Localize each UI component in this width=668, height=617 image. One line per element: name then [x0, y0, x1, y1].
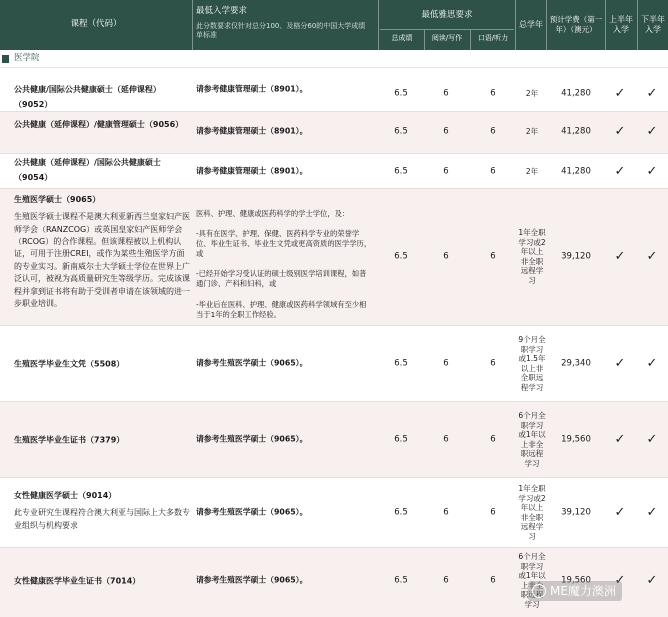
ielts-overall: 6.5	[394, 575, 408, 586]
ielts-overall: 6.5	[394, 166, 408, 177]
course-name: 女性健康医学硕士（9014）	[14, 491, 117, 500]
duration: 9个月全职学习或1.5年以上非全职远程学习	[518, 335, 546, 393]
table-row	[0, 402, 668, 478]
intake2-check-icon: ✓	[646, 124, 658, 140]
ielts-reading-writing: 6	[443, 507, 449, 518]
intake1-check-icon: ✓	[614, 124, 626, 140]
duration: 6个月全职学习或1年以上非全职远程学习	[518, 411, 546, 469]
watermark-text: ME魔力澳洲	[550, 584, 616, 598]
header-ielts-title: 最低雅思要求	[421, 10, 473, 20]
ielts-reading-writing: 6	[443, 166, 449, 177]
ielts-speaking-listening: 6	[490, 166, 496, 177]
header-course: 课程（代码）	[70, 19, 122, 30]
intake1-check-icon: ✓	[614, 505, 626, 521]
entry-requirement: 请参考健康管理硕士（8901）。	[196, 126, 308, 136]
tuition-fee: 39,120	[561, 507, 591, 518]
section-marker	[2, 55, 9, 63]
tuition-fee: 39,120	[561, 251, 591, 262]
ielts-overall: 6.5	[394, 251, 408, 262]
header-ielts-rw: 阅读/写作	[431, 34, 463, 42]
table-row	[0, 69, 668, 112]
ielts-speaking-listening: 6	[490, 126, 496, 137]
table-row	[0, 154, 668, 189]
table-row	[0, 326, 668, 402]
entry-requirement: 请参考健康管理硕士（8901）。	[196, 166, 308, 176]
ielts-speaking-listening: 6	[490, 251, 496, 262]
header-duration: 总学年	[519, 19, 543, 29]
ielts-speaking-listening: 6	[490, 575, 496, 586]
ielts-overall: 6.5	[394, 126, 408, 137]
header-intake2: 下半年入学	[641, 14, 665, 34]
ielts-reading-writing: 6	[443, 126, 449, 137]
ielts-speaking-listening: 6	[490, 507, 496, 518]
course-name: 生殖医学毕业生证书（7379）	[14, 435, 125, 445]
course-name: 生殖医学毕业生文凭（5508）	[14, 359, 125, 369]
table-row	[0, 112, 668, 154]
ielts-reading-writing: 6	[443, 251, 449, 262]
intake2-check-icon: ✓	[646, 164, 658, 180]
course-description: 此专业研究生课程符合澳大利亚与国际上大多数专业组织与机构要求	[14, 508, 190, 530]
duration: 6个月全职学习或1年以上非全职远程学习	[518, 552, 546, 610]
duration: 2年	[525, 89, 539, 99]
course-cell	[14, 488, 190, 532]
header-fee: 预计学费（第一年）（澳元）	[549, 14, 603, 34]
header-divider	[192, 0, 193, 50]
course-name: 公共健康（延伸课程）/国际公共健康硕士（9054）	[14, 158, 161, 183]
table-row	[0, 189, 668, 326]
course-name: 公共健康（延伸课程）/健康管理硕士（9056）	[14, 120, 184, 129]
ielts-reading-writing: 6	[443, 434, 449, 445]
duration: 1年全职学习或2年以上非全职远程学习	[518, 228, 546, 286]
intake1-check-icon: ✓	[614, 164, 626, 180]
ielts-overall: 6.5	[394, 88, 408, 99]
tuition-fee: 29,340	[561, 358, 591, 369]
ielts-overall: 6.5	[394, 358, 408, 369]
duration: 2年	[525, 167, 539, 177]
duration: 1年全职学习或2年以上非全职远程学习	[518, 484, 546, 542]
entry-requirement: 请参考健康管理硕士（8901）。	[196, 84, 308, 94]
ielts-reading-writing: 6	[443, 358, 449, 369]
header-req-title: 最低入学要求	[196, 6, 248, 16]
watermark	[528, 581, 622, 601]
ielts-speaking-listening: 6	[490, 434, 496, 445]
course-description: 生殖医学硕士课程不是澳大利亚新西兰皇家妇产医师学会（RANZCOG）或英国皇家妇产医师学会（RCOG）的合作课程。但该课程被以上机构认证，可用于注册CREI，或作为某些生殖医学方面的专业实习。新南威尔士大学硕士学位在世界上广泛认可，被视为高质量研究生等级学历。完成该课程并拿到证书将有助于受训者申请在该领域的进一步职业培训。	[14, 212, 190, 308]
course-name: 生殖医学硕士（9065）	[14, 195, 101, 204]
header-divider	[378, 0, 379, 50]
intake2-check-icon: ✓	[646, 86, 658, 102]
section-header	[0, 50, 668, 68]
tuition-fee: 19,560	[561, 434, 591, 445]
intake1-check-icon: ✓	[614, 432, 626, 448]
entry-requirement: 请参考生殖医学硕士（9065）。	[196, 575, 308, 585]
table-row	[0, 478, 668, 548]
header-req-note: 此分数要求仅针对总分100、及格分60的中国大学成绩单标准	[196, 22, 366, 40]
ielts-reading-writing: 6	[443, 575, 449, 586]
header-ielts-sl: 口语/听力	[477, 34, 509, 42]
table-header	[0, 0, 668, 50]
intake2-check-icon: ✓	[646, 432, 658, 448]
ielts-speaking-listening: 6	[490, 358, 496, 369]
course-name: 公共健康/国际公共健康硕士（延伸课程）（9052）	[14, 85, 161, 110]
intake2-check-icon: ✓	[646, 249, 658, 265]
ielts-reading-writing: 6	[443, 88, 449, 99]
tuition-fee: 41,280	[561, 126, 591, 137]
intake2-check-icon: ✓	[646, 356, 658, 372]
ielts-speaking-listening: 6	[490, 88, 496, 99]
header-intake1: 上半年入学	[609, 14, 633, 34]
tuition-fee: 41,280	[561, 88, 591, 99]
header-divider	[380, 29, 514, 30]
tuition-fee: 41,280	[561, 166, 591, 177]
intake2-check-icon: ✓	[646, 505, 658, 521]
entry-requirement: 医科、护理、健康或医药科学的学士学位，及： -具有在医学、护理、保健、医药科学专业的荣誉学位、毕业生证书、毕业生文凭或更高资质的医学学历，或 -已经开始学习受认证的硕士级别医学培训课程，如普通门诊、产科和妇科，或 -毕业后在医科、护理、健康或医药科学领域有至少相当于1年的全职工作经验。	[196, 209, 372, 319]
intake2-check-icon: ✓	[646, 573, 658, 589]
intake1-check-icon: ✓	[614, 249, 626, 265]
course-name: 女性健康医学毕业生证书（7014）	[14, 576, 141, 586]
intake1-check-icon: ✓	[614, 573, 626, 589]
wechat-icon	[532, 584, 546, 598]
entry-requirement: 请参考生殖医学硕士（9065）。	[196, 358, 308, 368]
header-ielts-overall: 总成绩	[391, 34, 413, 42]
tuition-fee: 19,560	[561, 575, 591, 586]
entry-requirement: 请参考生殖医学硕士（9065）。	[196, 434, 308, 444]
intake1-check-icon: ✓	[614, 86, 626, 102]
ielts-overall: 6.5	[394, 507, 408, 518]
ielts-overall: 6.5	[394, 434, 408, 445]
section-label: 医学院	[14, 53, 40, 63]
duration: 2年	[525, 127, 539, 137]
entry-requirement: 请参考生殖医学硕士（9065）。	[196, 507, 308, 517]
intake1-check-icon: ✓	[614, 356, 626, 372]
course-cell	[14, 192, 190, 310]
